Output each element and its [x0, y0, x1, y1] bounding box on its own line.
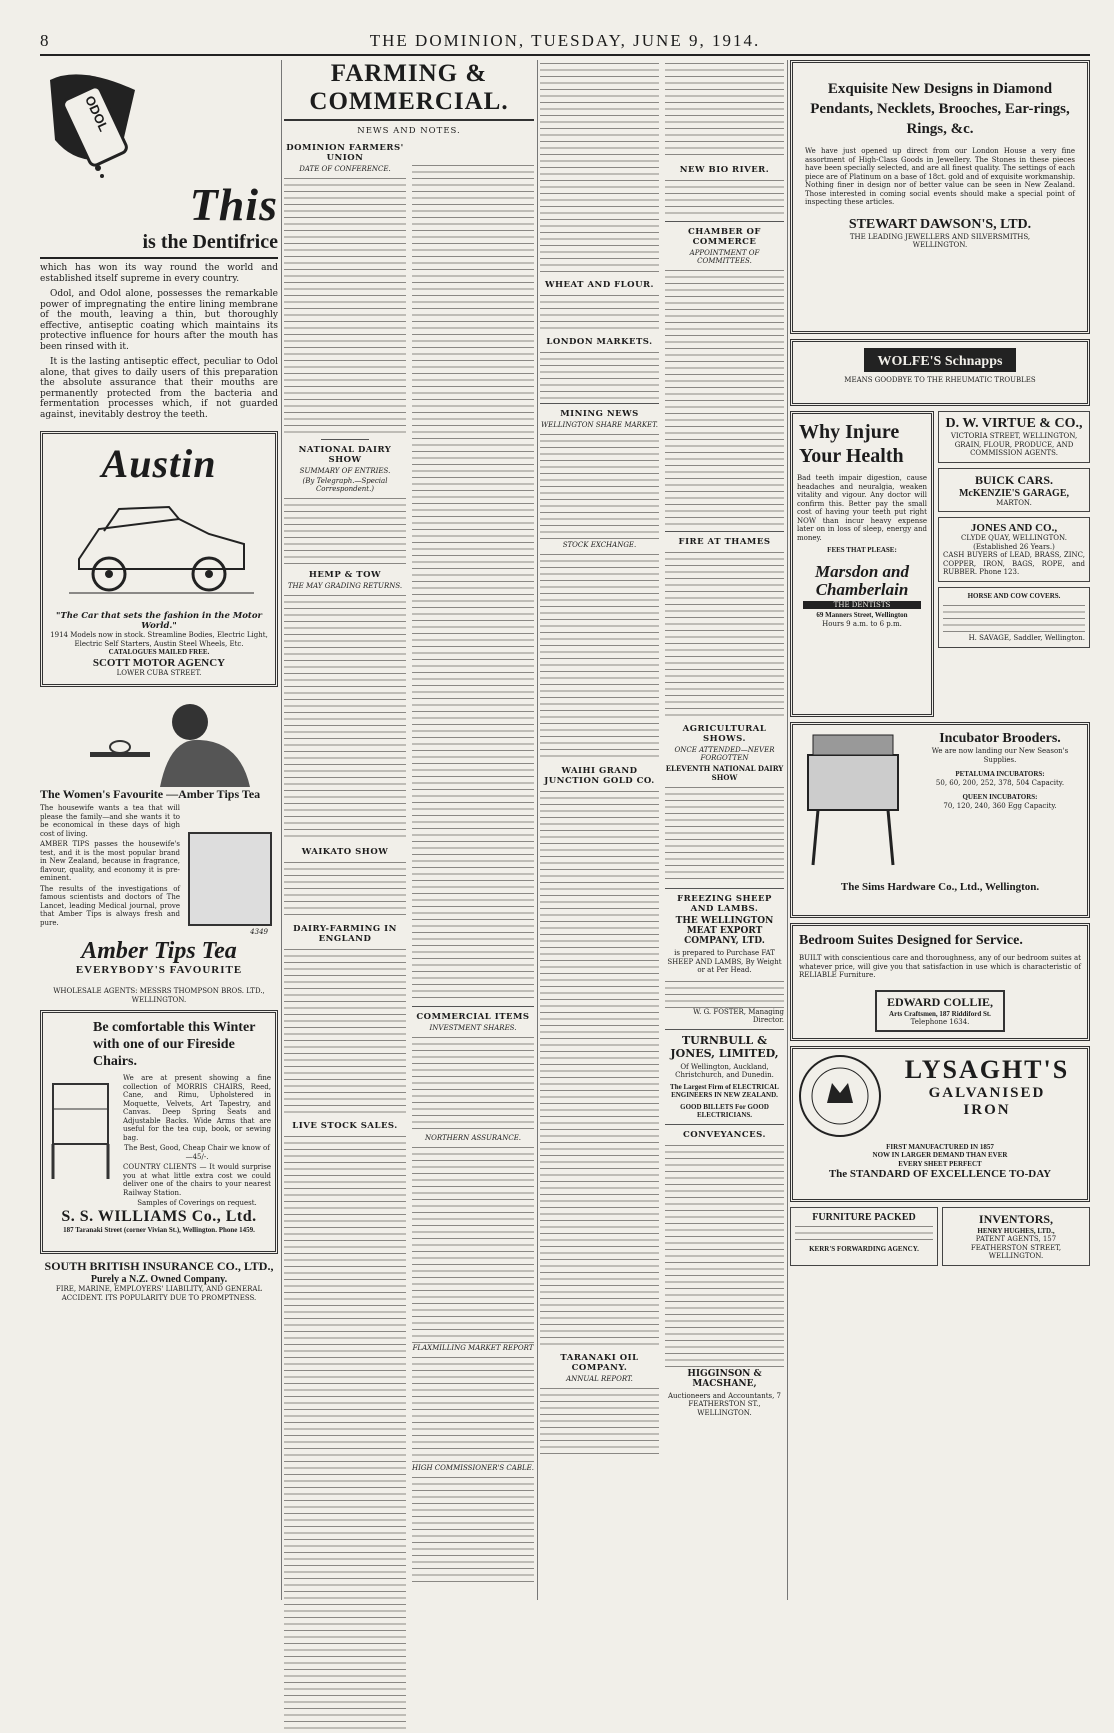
austin-advertisement [40, 431, 278, 687]
article-text [795, 1223, 933, 1245]
article-text [412, 162, 534, 1002]
williams-note: The Best, Good, Cheap Chair we know of—45/-. [124, 1144, 270, 1161]
stewart-dawson-advertisement [790, 60, 1090, 334]
petaluma-values: 50, 60, 200, 252, 378, 504 Capacity. [935, 778, 1065, 787]
wheat-flour-heading: WHEAT AND FLOUR. [544, 280, 655, 290]
page-number: 8 [40, 31, 49, 50]
savage-sign: H. SAVAGE, Saddler, Wellington. [968, 634, 1085, 642]
amber-tagline: EVERYBODY'S FAVOURITE [75, 964, 243, 976]
lysaght-every: EVERY SHEET PERFECT [898, 1159, 982, 1168]
collie-box [875, 990, 1005, 1032]
marsdon-sub: THE DENTISTS [803, 601, 921, 610]
odol-paragraph-3: It is the lasting antiseptic effect, peculiar to Odol alone, that gives to daily users of this preparation the absolute assurance that their mouths are permanently protected from the bacteria and fermentation processes which, if not guarded against, inevitably destroy the teeth. [40, 357, 278, 420]
column-1 [40, 60, 278, 1307]
dawson-body: We have just opened up direct from our London House a very fine assortment of High-Class Goods in Jewellery. The Stones in these pieces have been specially selected, and are all finest quality. The settings of each piece are of Platinum on a base of 18ct. gold and of exquisite workmanship. Nothing finer in design nor of better value can be seen in New Zealand. Those interested in coming social events should make a special point of inspecting these articles. [805, 147, 1075, 206]
odol-paragraph-2: Odol, and Odol alone, possesses the remarkable power of impregnating the entire lining membrane of the mouth, leaving a thin, but thoroughly effective, antiseptic coating which maintains its protective influence for hours after the mouth has been rinsed with it. [40, 289, 278, 352]
hughes-address: PATENT AGENTS, 157 FEATHERSTON STREET, WELLINGTON. [970, 1235, 1062, 1260]
austin-logo: Austin [101, 441, 217, 486]
date-conference-heading: DATE OF CONFERENCE. [299, 165, 391, 173]
share-market-heading: WELLINGTON SHARE MARKET. [540, 421, 659, 429]
article-text [665, 978, 784, 1008]
south-british-line: FIRE, MARINE, EMPLOYERS' LIABILITY, AND GENERAL ACCIDENT. ITS POPULARITY DUE TO PROMPTNESS. [55, 1285, 263, 1302]
lysaght-standard: The STANDARD OF EXCELLENCE TO-DAY [828, 1168, 1052, 1180]
queen-title: QUEEN INCUBATORS: [962, 793, 1038, 801]
injure-body: Bad teeth impair digestion, cause headaches and neuralgia, weaken vitality and vigour. Any doctor will confirm this. Better pay the small cost of having your teeth put right NOW than incur heavy expense later on in loss of sleep, energy and money. [797, 474, 927, 542]
south-british-advertisement [40, 1259, 278, 1302]
trade-mark-seal [797, 1053, 883, 1139]
hughes-advertisement [942, 1207, 1090, 1266]
column-2-farming [284, 60, 534, 1733]
meat-export-sign: W. G. FOSTER, Managing Director. [693, 1007, 784, 1024]
london-markets-heading: LONDON MARKETS. [546, 337, 653, 347]
investment-heading: INVESTMENT SHARES. [429, 1024, 517, 1032]
column-3 [540, 60, 784, 1455]
marsdon-logo: Marsdon and Chamberlain [814, 561, 909, 599]
mckenzie-title: McKENZIE'S GARAGE, [958, 487, 1069, 499]
amber-ad-number: 4349 [250, 928, 268, 936]
agricultural-shows-heading: AGRICULTURAL SHOWS. [682, 724, 767, 744]
masthead-title: THE DOMINION, TUESDAY, JUNE 9, 1914. [369, 31, 761, 50]
austin-address: LOWER CUBA STREET. [116, 668, 202, 677]
williams-firm: S. S. WILLIAMS Co., Ltd. [61, 1207, 257, 1225]
collie-advertisement [790, 923, 1090, 1041]
kerrs-advertisement [790, 1207, 938, 1266]
article-text [412, 1144, 534, 1344]
live-stock-heading: LIVE STOCK SALES. [292, 1121, 398, 1131]
masthead [40, 28, 1090, 56]
article-text [284, 946, 406, 1116]
article-text [284, 592, 406, 842]
hemp-tow-heading: HEMP & TOW [308, 570, 382, 580]
jones-advertisement [938, 517, 1090, 582]
column-rule [281, 60, 282, 1600]
amber-agents: WHOLESALE AGENTS: MESSRS THOMPSON BROS. LTD., WELLINGTON. [53, 987, 265, 1004]
wolfe-banner [864, 348, 1017, 372]
article-text [665, 60, 784, 160]
amber-logo: Amber Tips Tea [81, 938, 237, 964]
williams-headline: Be comfortable this Winter with one of our Fireside Chairs. [93, 1020, 256, 1069]
dawson-firm: STEWART DAWSON'S, LTD. [848, 216, 1032, 232]
incubator-illustration [793, 725, 913, 875]
marsdon-hours: Hours 9 a.m. to 6 p.m. [822, 619, 902, 628]
article-text [284, 175, 406, 435]
once-attended-line: ONCE ATTENDED—NEVER FORGOTTEN [674, 746, 775, 762]
conveyances-heading: CONVEYANCES. [683, 1129, 766, 1140]
south-british-title: SOUTH BRITISH INSURANCE CO., LTD., [44, 1259, 274, 1273]
taranaki-oil-heading: TARANAKI OIL COMPANY. [560, 1353, 639, 1373]
news-and-notes-heading: NEWS AND NOTES. [357, 126, 461, 136]
injure-title: Why Injure Your Health [799, 421, 904, 467]
incubator-sub: We are now landing our New Season's Supplies. [931, 747, 1069, 764]
odol-headline: This [189, 179, 278, 230]
commercial-heading: COMMERCIAL ITEMS [416, 1012, 530, 1022]
article-text [284, 859, 406, 919]
turnbull-body: The Largest Firm of ELECTRICAL ENGINEERS IN NEW ZEALAND. [670, 1082, 779, 1099]
iron-title: IRON [963, 1101, 1011, 1118]
annual-report-heading: ANNUAL REPORT. [566, 1375, 633, 1383]
williams-advertisement [40, 1010, 278, 1254]
higginson-address: Auctioneers and Accountants, 7 FEATHERSTON ST., WELLINGTON. [667, 1391, 782, 1417]
south-british-sub: Purely a N.Z. Owned Company. [90, 1274, 228, 1285]
dawson-title: Exquisite New Designs in Diamond Pendants, Necklets, Brooches, Ear-rings, Rings, &c. [810, 81, 1070, 137]
dairy-show-heading: NATIONAL DAIRY SHOW [298, 445, 392, 465]
injure-fees: FEES THAT PLEASE: [827, 546, 897, 554]
article-text [540, 1385, 659, 1455]
new-bio-river-heading: NEW BIO RIVER. [679, 165, 770, 175]
lysaght-first: FIRST MANUFACTURED IN 1857 [886, 1142, 994, 1151]
share-list [412, 1034, 534, 1134]
may-grading-heading: THE MAY GRADING RETURNS. [287, 582, 403, 590]
collie-sub: Arts Craftsmen, 187 Riddiford St. [889, 1009, 991, 1018]
article-text [284, 495, 406, 565]
austin-car-illustration [59, 489, 259, 609]
wolfe-schnapps-advertisement [790, 339, 1090, 406]
odol-subhead: is the Dentifrice [40, 231, 278, 259]
section-title: FARMING & COMMERCIAL. [284, 60, 534, 121]
share-table [540, 431, 659, 541]
meat-export-body: is prepared to Purchase FAT SHEEP AND LAMBS, By Weight or at Per Head. [667, 949, 782, 974]
amber-paragraph-1: The housewife wants a tea that will please the family—and she wants it to be economical in these days of high cost of living. [40, 804, 180, 838]
odol-brand-label: ODOL [82, 93, 112, 134]
williams-address: 187 Taranaki Street (corner Vivian St.), Wellington. Phone 1459. [63, 1225, 255, 1234]
bedroom-title: Bedroom Suites Designed for Service. [799, 933, 1023, 948]
odol-paragraph-1: which has won its way round the world and established itself supreme in every country. [40, 263, 278, 284]
northern-assurance-heading: NORTHERN ASSURANCE. [424, 1134, 522, 1142]
column-4-ads [790, 60, 1090, 1271]
meat-export-title: THE WELLINGTON MEAT EXPORT COMPANY, LTD. [675, 916, 774, 946]
horse-covers-title: HORSE AND COW COVERS. [967, 591, 1061, 600]
odol-tube-illustration [40, 60, 160, 180]
amber-tips-advertisement [40, 692, 278, 982]
article-text [665, 549, 784, 719]
appointment-heading: APPOINTMENT OF COMMITTEES. [689, 249, 760, 265]
chamber-heading: CHAMBER OF COMMERCE [688, 227, 761, 247]
article-text [665, 1142, 784, 1367]
tea-packet-illustration [188, 832, 272, 926]
virtue-title: D. W. VIRTUE & CO., [945, 416, 1083, 431]
austin-models: 1914 Models now in stock. Streamline Bodies, Electric Light, Electric Self Starters, Austin Steel Wheels, Etc. [50, 631, 268, 648]
wolfe-title: WOLFE'S Schnapps [877, 354, 1003, 369]
article-text [943, 602, 1085, 632]
virtue-address: VICTORIA STREET, WELLINGTON, GRAIN, FLOUR, PRODUCE, AND COMMISSION AGENTS. [950, 432, 1078, 457]
dawson-sub: THE LEADING JEWELLERS AND SILVERSMITHS, [849, 232, 1031, 241]
amber-paragraph-3: The results of the investigations of famous scientists and doctors of The Lancet, leading Medical journal, prove that Amber Tips is always fresh and pure. [40, 884, 180, 927]
williams-body: We are at present showing a fine collection of MORRIS CHAIRS, Reed, Cane, and Rimu, Upholstered in Moquette, Velvets, Art Tapestry, and Canvas. Deep Spring Seats and Adjustable Backs. Wide Arms that are useful for the tea cup, book, or sewing bag. [123, 1074, 271, 1142]
higginson-title: HIGGINSON & MACSHANE, [687, 1368, 762, 1389]
queen-values: 70, 120, 240, 360 Egg Capacity. [943, 801, 1057, 810]
woman-drinking-tea-illustration [40, 692, 278, 787]
article-text [540, 292, 659, 332]
jones-title: JONES AND CO., [970, 522, 1058, 534]
jones-address: CLYDE QUAY, WELLINGTON. (Established 26 Years.) [961, 534, 1067, 551]
lysaght-title: LYSAGHT'S [904, 1054, 1070, 1084]
galvanised-title: GALVANISED [928, 1084, 1046, 1101]
article-text [540, 349, 659, 399]
article-text [412, 1354, 534, 1464]
bedroom-body: BUILT with conscientious care and thoroughness, any of our bedroom suites at whatever price, will give you that satisfaction in use which is characteristic of RELIABLE Furniture. [799, 954, 1081, 979]
freezing-heading: FREEZING SHEEP AND LAMBS. [677, 894, 772, 914]
virtue-advertisement [938, 411, 1090, 463]
article-text [540, 788, 659, 1348]
article-text [540, 60, 659, 275]
marsdon-address: 69 Manners Street, Wellington [816, 611, 908, 619]
dawson-city: WELLINGTON. [912, 241, 968, 249]
stock-exchange-heading: STOCK EXCHANGE. [562, 541, 637, 549]
article-text [665, 784, 784, 884]
dairying-heading: DAIRY-FARMING IN ENGLAND [293, 924, 397, 944]
chair-illustration [43, 1074, 123, 1184]
mckenzie-place: MARTON. [996, 498, 1032, 507]
marsdon-chamberlain-advertisement [790, 411, 934, 717]
article-text [665, 177, 784, 217]
inventors-title: INVENTORS, [978, 1211, 1054, 1226]
jones-body: CASH BUYERS of LEAD, BRASS, ZINC, COPPER, IRON, BAGS, ROPE, and RUBBER. Phone 123. [943, 551, 1085, 576]
turnbull-title: TURNBULL & JONES, LIMITED, [670, 1033, 779, 1060]
turnbull-good: GOOD BILLETS For GOOD ELECTRICIANS. [680, 1102, 769, 1119]
lysaght-demand: NOW IN LARGER DEMAND THAN EVER [872, 1151, 1008, 1159]
article-text [412, 1474, 534, 1584]
petaluma-title: PETALUMA INCUBATORS: [955, 770, 1045, 778]
article-text [540, 551, 659, 761]
fire-thames-heading: FIRE AT THAMES [678, 537, 771, 547]
horse-covers-advertisement [938, 587, 1090, 648]
column-rule [537, 60, 538, 1600]
column-rule [787, 60, 788, 1600]
austin-agent: SCOTT MOTOR AGENCY [92, 656, 226, 669]
article-text [284, 1133, 406, 1733]
odol-advertisement [40, 60, 278, 426]
flaxmilling-heading: FLAXMILLING MARKET REPORT [412, 1344, 534, 1352]
turnbull-sub: Of Wellington, Auckland, Christchurch, and Dunedin. [675, 1062, 774, 1079]
lysaght-advertisement [790, 1046, 1090, 1202]
dominion-union-heading: DOMINION FARMERS' UNION [286, 143, 404, 163]
summary-heading: SUMMARY OF ENTRIES. [299, 467, 391, 475]
kerrs-title: KERR'S FORWARDING AGENCY. [809, 1244, 919, 1253]
amber-paragraph-2: AMBER TIPS passes the housewife's test, and it is the most popular brand in New Zealand, because in fragrance, flavour, quality, and economy it is pre-eminent. [40, 840, 180, 882]
austin-caption: "The Car that sets the fashion in the Motor World." [55, 611, 262, 631]
austin-catalogues: CATALOGUES MAILED FREE. [108, 648, 210, 656]
collie-title: EDWARD COLLIE, [886, 994, 994, 1009]
high-commissioner-heading: HIGH COMMISSIONER'S CABLE. [412, 1464, 534, 1472]
sims-footer: The Sims Hardware Co., Ltd., Wellington. [840, 881, 1040, 893]
waihi-heading: WAIHI GRAND JUNCTION GOLD CO. [544, 766, 655, 786]
by-telegraph-line: (By Telegraph.—Special Correspondent.) [302, 477, 388, 493]
waikato-heading: WAIKATO SHOW [301, 847, 389, 857]
williams-country: COUNTRY CLIENTS — It would surprise you at what little extra cost we could deliver one of the chairs to your nearest Railway Station. [123, 1163, 271, 1197]
eleventh-dairy-line: ELEVENTH NATIONAL DAIRY SHOW [665, 764, 784, 782]
incubator-advertisement [790, 722, 1090, 918]
buick-title: BUICK CARS. [974, 472, 1053, 487]
article-text [665, 267, 784, 527]
furniture-packed: FURNITURE PACKED [812, 1211, 916, 1223]
collie-tel: Telephone 1634. [910, 1018, 970, 1026]
amber-headline: The Women's Favourite —Amber Tips Tea [40, 787, 261, 801]
incubator-title: Incubator Brooders. [939, 731, 1061, 746]
hughes-title: HENRY HUGHES, LTD., [977, 1226, 1055, 1235]
mining-news-heading: MINING NEWS [560, 409, 639, 419]
williams-samples: Samples of Coverings on request. [137, 1199, 257, 1207]
wolfe-sub: MEANS GOODBYE TO THE RHEUMATIC TROUBLES [844, 376, 1036, 384]
buick-advertisement [938, 468, 1090, 513]
